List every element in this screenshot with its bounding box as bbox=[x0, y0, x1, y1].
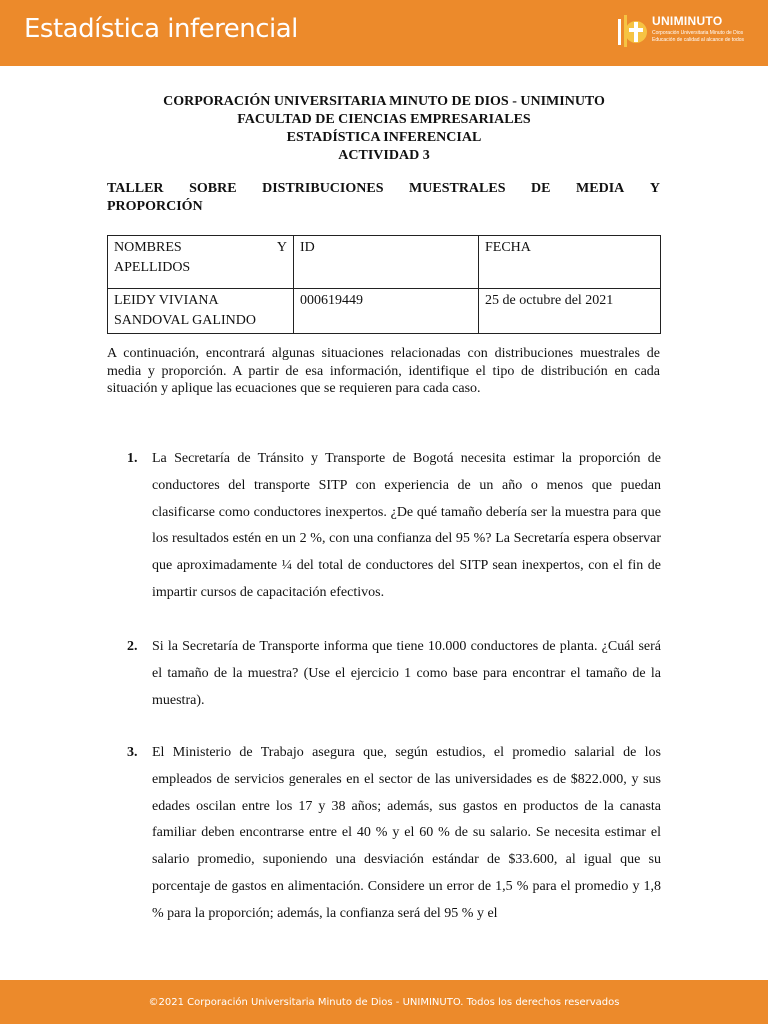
header-fecha: FECHA bbox=[479, 236, 661, 289]
question-text: La Secretaría de Tránsito y Transporte de Bogotá necesita estimar la proporción de conductores del transporte SITP con experiencia de un año o menos que puedan clasificarse como conductores inexpertos. ¿De qué tamaño debería ser la muestra para que los resultados estén en un 2 %, con una confianza del 95 %? La Secretaría espera observar que aproximadamente ¼ del total de conductores del SITP sean inexpertos, con el fin de impartir cursos de capacitación efectivos. bbox=[152, 451, 661, 600]
header-nombres bbox=[108, 236, 294, 289]
header-id: ID bbox=[294, 236, 479, 289]
workshop-title-word: MUESTRALES bbox=[409, 181, 506, 196]
header-apellidos: APELLIDOS bbox=[114, 260, 191, 275]
workshop-title-word: MEDIA bbox=[576, 181, 625, 196]
question-text: Si la Secretaría de Transporte informa que tiene 10.000 conductores de planta. ¿Cuál será el tamaño de la muestra? (Use el ejercicio 1 como base para encontrar el tamaño de la muestra). bbox=[152, 639, 661, 708]
course-name: ESTADÍSTICA INFERENCIAL bbox=[286, 130, 482, 145]
cell-nombre bbox=[108, 289, 294, 334]
university-title: CORPORACIÓN UNIVERSITARIA MINUTO DE DIOS - UNIMINUTO bbox=[163, 94, 605, 109]
copyright-text: ©2021 Corporación Universitaria Minuto de Dios - UNIMINUTO. Todos los derechos reservados bbox=[148, 997, 620, 1008]
header-bar bbox=[0, 0, 768, 66]
question-number: 2. bbox=[127, 639, 138, 654]
workshop-title-word: TALLER bbox=[107, 181, 164, 196]
workshop-title-word: DISTRIBUCIONES bbox=[262, 181, 384, 196]
workshop-title bbox=[107, 180, 660, 216]
question-number: 1. bbox=[127, 451, 138, 466]
footer-bar bbox=[0, 980, 768, 1024]
workshop-title-word: SOBRE bbox=[189, 181, 237, 196]
cell-fecha: 25 de octubre del 2021 bbox=[479, 289, 661, 334]
course-title: Estadística inferencial bbox=[24, 14, 298, 44]
workshop-title-word: DE bbox=[531, 181, 551, 196]
cell-nombre-line: LEIDY VIVIANA bbox=[114, 293, 219, 308]
header-nombres-word: NOMBRES bbox=[114, 240, 182, 255]
logo-name: UNIMINUTO bbox=[652, 14, 723, 28]
workshop-title-word: Y bbox=[649, 181, 660, 196]
cell-id: 000619449 bbox=[294, 289, 479, 334]
faculty-title: FACULTAD DE CIENCIAS EMPRESARIALES bbox=[237, 112, 531, 127]
table-row bbox=[108, 289, 661, 334]
uniminuto-logo bbox=[616, 13, 746, 53]
cell-nombre-line: SANDOVAL GALINDO bbox=[114, 313, 256, 328]
logo-subtitle: Corporación Universitaria Minuto de Dios bbox=[652, 30, 744, 36]
question-text: El Ministerio de Trabajo asegura que, según estudios, el promedio salarial de los empleados de servicios generales en el sector de las universidades es de $822.000, y sus edades oscilan entre los 17 y 38 años; además, sus gastos en productos de la canasta familiar deben encontrarse entre el 40 % y el 60 % de su salario. Se necesita estimar el salario promedio, suponiendo una desviación estándar de $33.600, al igual que su porcentaje de gastos en alimentación. Considere un error de 1,5 % para el promedio y 1,8 % para la proporción; además, la confianza será del 95 % y el bbox=[152, 745, 661, 921]
table-header-row bbox=[108, 236, 661, 289]
uniminuto-emblem-icon bbox=[616, 13, 650, 51]
activity-title: ACTIVIDAD 3 bbox=[338, 148, 430, 163]
intro-paragraph: A continuación, encontrará algunas situaciones relacionadas con distribuciones muestrales de media y proporción. A partir de esa información, identifique el tipo de distribución en cada situación y aplique las ecuaciones que se requieren para cada caso. bbox=[107, 346, 660, 396]
question-number: 3. bbox=[127, 745, 138, 760]
header-nombres-word: Y bbox=[276, 240, 287, 255]
workshop-title-line2: PROPORCIÓN bbox=[107, 199, 203, 214]
student-info-table bbox=[107, 235, 661, 334]
logo-tagline: Educación de calidad al alcance de todos bbox=[652, 37, 745, 43]
